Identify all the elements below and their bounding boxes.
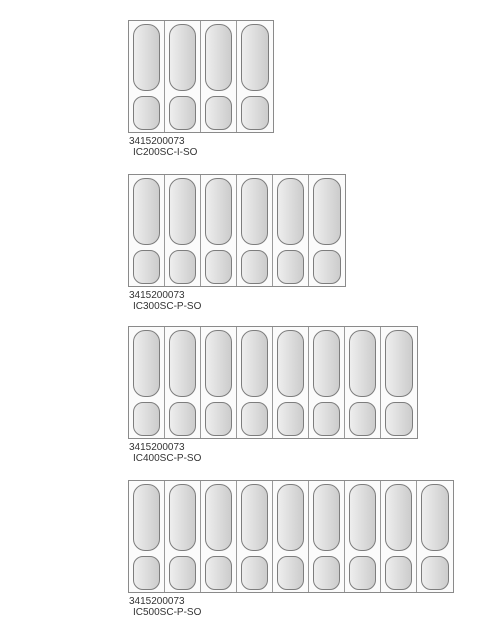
tall-insert [241,24,269,91]
short-insert [133,96,160,130]
tall-insert [313,330,340,397]
tall-insert [241,484,268,551]
short-insert [133,402,160,436]
tall-insert [205,330,232,397]
short-insert [241,250,268,284]
short-insert [313,556,340,590]
tall-insert [133,178,160,245]
model-name: IC200SC-I-SO [133,147,198,158]
tall-insert [205,484,232,551]
tall-insert [133,330,160,397]
bay-column [273,327,309,438]
short-insert [349,556,376,590]
bay-column [309,481,345,592]
tall-insert [205,178,232,245]
bay-column [129,175,165,286]
tall-insert [169,178,196,245]
short-insert [349,402,376,436]
container-frame [128,326,418,439]
part-code: 3415200073 [129,290,185,301]
container-frame [128,174,346,287]
bay-column [129,327,165,438]
bay-column [165,327,201,438]
bay-column [309,175,345,286]
tall-insert [205,24,232,91]
short-insert [205,96,232,130]
short-insert [205,556,232,590]
bay-column [237,175,273,286]
short-insert [205,250,232,284]
tall-insert [169,330,196,397]
tall-insert [277,178,304,245]
bay-column [201,481,237,592]
tall-insert [277,330,304,397]
part-code: 3415200073 [129,136,185,147]
short-insert [313,402,340,436]
model-name: IC400SC-P-SO [133,453,202,464]
bay-column [201,175,237,286]
bay-column [129,21,165,132]
bay-column [201,327,237,438]
bay-column [165,21,201,132]
short-insert [241,402,268,436]
bay-column [381,327,417,438]
tall-insert [133,484,160,551]
tall-insert [277,484,304,551]
short-insert [205,402,232,436]
part-code: 3415200073 [129,596,185,607]
model-name: IC300SC-P-SO [133,301,202,312]
bay-column [165,175,201,286]
bay-column [237,21,273,132]
short-insert [313,250,341,284]
short-insert [133,556,160,590]
bay-column [345,481,381,592]
short-insert [241,96,269,130]
bay-column [237,481,273,592]
short-insert [277,556,304,590]
model-name: IC500SC-P-SO [133,607,202,618]
tall-insert [385,330,413,397]
short-insert [133,250,160,284]
bay-column [273,175,309,286]
tall-insert [313,178,341,245]
bay-column [345,327,381,438]
short-insert [169,556,196,590]
bay-column [381,481,417,592]
short-insert [277,250,304,284]
bay-column [273,481,309,592]
bay-column [201,21,237,132]
bay-column [129,481,165,592]
tall-insert [241,330,268,397]
bay-column [309,327,345,438]
tall-insert [313,484,340,551]
short-insert [421,556,449,590]
short-insert [169,250,196,284]
short-insert [169,402,196,436]
tall-insert [169,24,196,91]
tall-insert [241,178,268,245]
tall-insert [421,484,449,551]
short-insert [277,402,304,436]
tall-insert [133,24,160,91]
bay-column [165,481,201,592]
bay-column [237,327,273,438]
tall-insert [349,484,376,551]
tall-insert [385,484,412,551]
tall-insert [169,484,196,551]
tall-insert [349,330,376,397]
container-frame [128,20,274,133]
part-code: 3415200073 [129,442,185,453]
bay-column [417,481,453,592]
short-insert [169,96,196,130]
container-frame [128,480,454,593]
short-insert [385,402,413,436]
short-insert [241,556,268,590]
short-insert [385,556,412,590]
